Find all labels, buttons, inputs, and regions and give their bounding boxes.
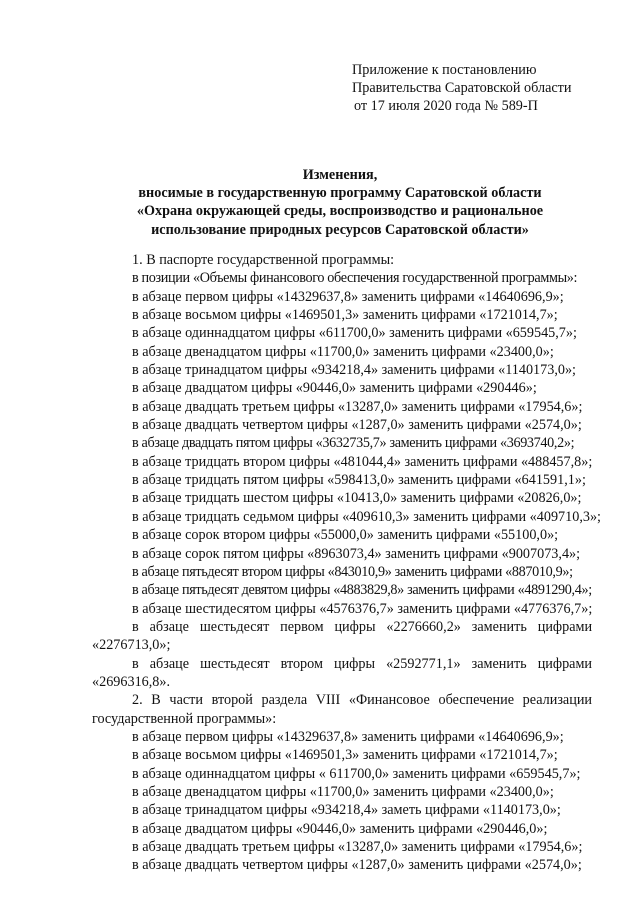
- word: заменить: [471, 655, 527, 672]
- section-heading: 2. В части второй раздела VIII «Финансовое обеспечение реализации государственной программы»:: [92, 692, 592, 727]
- amendment-item: в абзаце первом цифры «14329637,8» заменить цифрами «14640696,9»;: [132, 288, 564, 305]
- amendment-item: в абзаце двадцать четвертом цифры «1287,0» заменить цифрами «2574,0»;: [132, 417, 582, 434]
- title-line: Изменения,: [302, 167, 378, 183]
- document-body: [92, 251, 601, 875]
- amendment-item: в абзаце тринадцатом цифры «934218,4» заметь цифрами «1140173,0»;: [132, 802, 561, 819]
- word: в: [132, 655, 139, 672]
- amendment-item-justified: [92, 618, 592, 636]
- amendment-item-continuation: «2696316,8».: [92, 673, 171, 690]
- word: шестьдесят: [200, 655, 270, 672]
- amendment-item: в абзаце двадцать пятом цифры «3632735,7» заменить цифрами «3693740,2»;: [132, 435, 575, 452]
- amendment-item: в абзаце одиннадцатом цифры «611700,0» заменить цифрами «659545,7»;: [132, 325, 577, 342]
- word: абзаце: [149, 618, 189, 635]
- word: цифры: [334, 655, 376, 672]
- amendment-item: в абзаце тридцать втором цифры «481044,4» заменить цифрами «488457,8»;: [132, 453, 593, 470]
- title-line: «Охрана окружающей среды, воспроизводство и рациональное: [136, 203, 544, 220]
- word: «2276660,2»: [386, 618, 461, 635]
- amendment-item: в абзаце пятьдесят втором цифры «843010,9» заменить цифрами «887010,9»;: [132, 563, 573, 580]
- word: цифры: [334, 618, 376, 635]
- word: шестьдесят: [199, 618, 270, 635]
- word: в: [132, 618, 139, 635]
- word: цифрами: [537, 655, 593, 672]
- amendment-item: в абзаце двадцать третьем цифры «13287,0» заменить цифрами «17954,6»;: [132, 839, 583, 855]
- amendment-item: в абзаце двадцатом цифры «90446,0» заменить цифрами «290446»;: [132, 380, 537, 397]
- word: «2592771,1»: [386, 655, 461, 672]
- amendment-item: в абзаце тридцать седьмом цифры «409610,3» заменить цифрами «409710,3»;: [132, 508, 601, 525]
- word: первом: [280, 618, 324, 635]
- word: заменить: [471, 618, 527, 635]
- amendment-item: в абзаце двенадцатом цифры «11700,0» заменить цифрами «23400,0»;: [132, 783, 554, 800]
- amendment-item: в абзаце восьмом цифры «1469501,3» заменить цифрами «1721014,7»;: [132, 307, 558, 324]
- amendment-item: в абзаце пятьдесят девятом цифры «4883829,8» заменить цифрами «4891290,4»;: [132, 582, 592, 599]
- position-line: в позиции «Объемы финансового обеспечения государственной программы»:: [132, 270, 578, 287]
- amendment-item: в абзаце тридцать шестом цифры «10413,0» заменить цифрами «20826,0»;: [132, 490, 582, 507]
- title-line: использование природных ресурсов Саратовской области»: [151, 221, 529, 238]
- amendment-item: в абзаце восьмом цифры «1469501,3» заменить цифрами «1721014,7»;: [132, 747, 558, 764]
- appendix-line: Приложение к постановлению: [352, 62, 537, 78]
- word: цифрами: [537, 618, 593, 635]
- appendix-line: от 17 июля 2020 года № 589-П: [354, 98, 538, 114]
- word: абзаце: [149, 655, 190, 672]
- amendment-item: в абзаце двадцать третьем цифры «13287,0» заменить цифрами «17954,6»;: [132, 398, 583, 415]
- amendment-item: в абзаце двенадцатом цифры «11700,0» заменить цифрами «23400,0»;: [132, 343, 554, 360]
- word: втором: [280, 655, 323, 672]
- section-heading: 1. В паспорте государственной программы:: [132, 252, 395, 268]
- amendment-item: в абзаце сорок пятом цифры «8963073,4» заменить цифрами «9007073,4»;: [132, 545, 581, 562]
- amendment-item: в абзаце двадцать четвертом цифры «1287,0» заменить цифрами «2574,0»;: [132, 857, 582, 874]
- amendment-item-justified: [92, 655, 592, 673]
- amendment-item: в абзаце тридцать пятом цифры «598413,0» заменить цифрами «641591,1»;: [132, 472, 586, 489]
- title-line: вносимые в государственную программу Саратовской области: [138, 185, 542, 202]
- amendment-item: в абзаце одиннадцатом цифры « 611700,0» заменить цифрами «659545,7»;: [132, 765, 581, 782]
- appendix-header: [352, 61, 571, 115]
- document-title: [90, 166, 590, 239]
- amendment-item: в абзаце сорок втором цифры «55000,0» заменить цифрами «55100,0»;: [132, 527, 559, 544]
- amendment-item: в абзаце двадцатом цифры «90446,0» заменить цифрами «290446,0»;: [132, 820, 548, 837]
- amendment-item-continuation: «2276713,0»;: [92, 637, 171, 654]
- amendment-item: в абзаце шестидесятом цифры «4576376,7» заменить цифрами «4776376,7»;: [132, 600, 593, 617]
- amendment-item: в абзаце тринадцатом цифры «934218,4» заменить цифрами «1140173,0»;: [132, 362, 577, 379]
- appendix-line: Правительства Саратовской области: [352, 80, 572, 96]
- amendment-item: в абзаце первом цифры «14329637,8» заменить цифрами «14640696,9»;: [132, 728, 564, 745]
